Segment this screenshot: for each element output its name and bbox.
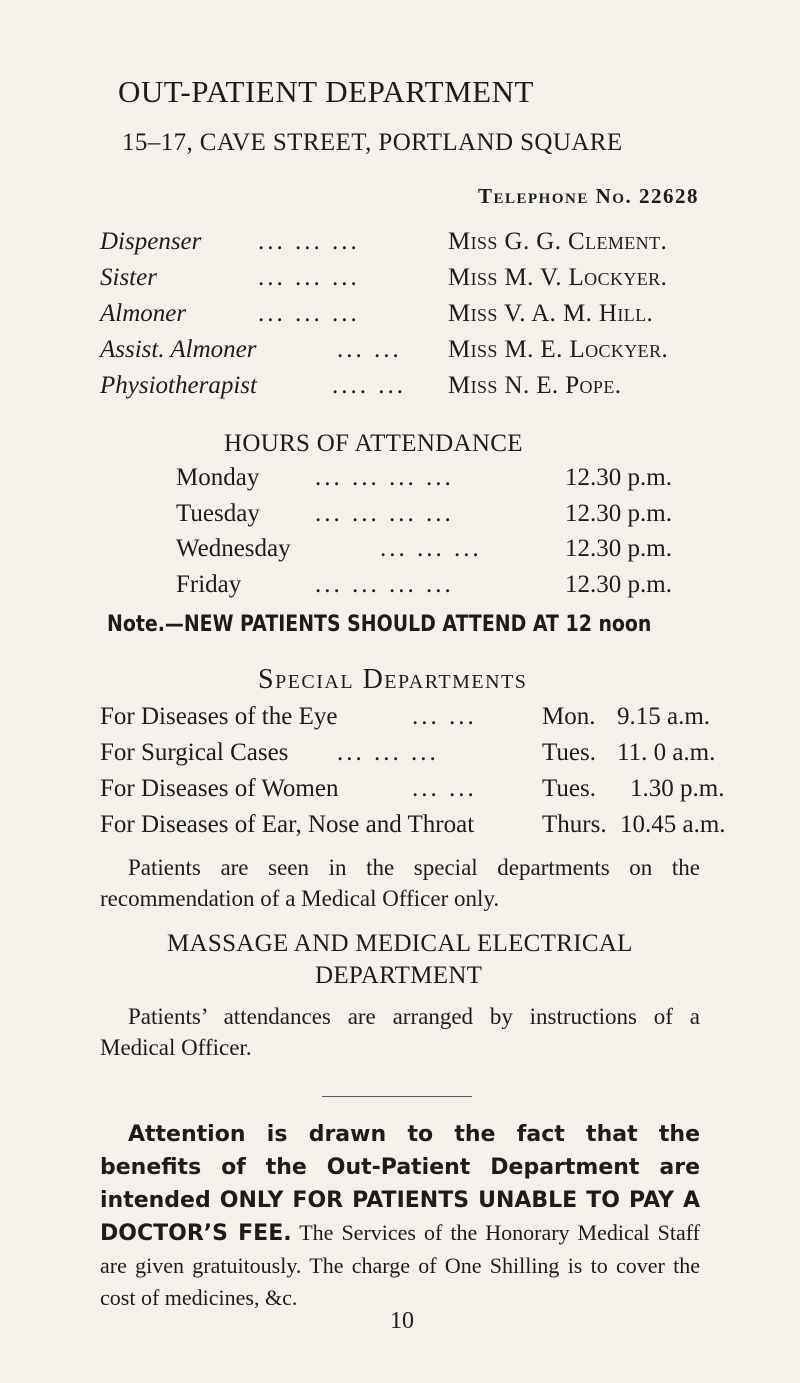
leader-dots: ... ... <box>412 775 477 802</box>
special-day: Tues. <box>542 775 596 802</box>
staff-name: Miss G. G. Clement. <box>448 228 668 255</box>
staff-name: Miss V. A. M. Hill. <box>448 300 654 327</box>
staff-name: Miss N. E. Pope. <box>448 372 622 399</box>
special-dept: For Diseases of Ear, Nose and Throat <box>100 811 475 838</box>
massage-paragraph: Patients’ attendances are arranged by instructions of a Medical Officer. <box>100 1004 700 1060</box>
leader-dots: ... ... <box>337 336 402 363</box>
attention-normal-text: The Services of the Honorary Medical Staff are given gratuitously. The charge of One Shilling is to cover the cost of medicines, &c. <box>100 1220 701 1310</box>
address-line: 15–17, CAVE STREET, PORTLAND SQUARE <box>122 129 623 156</box>
page-title: OUT-PATIENT DEPARTMENT <box>118 74 534 109</box>
staff-role: Dispenser <box>100 228 202 255</box>
staff-name: Miss M. V. Lockyer. <box>448 264 668 291</box>
attendance-note: Note.—NEW PATIENTS SHOULD ATTEND AT 12 noon <box>107 612 652 637</box>
leader-dots: ... ... ... <box>258 300 360 327</box>
special-time: 10.45 a.m. <box>620 811 726 838</box>
leader-dots: ... ... ... ... <box>315 571 454 598</box>
special-day: Thurs. <box>542 811 607 838</box>
attendance-day: Wednesday <box>176 535 291 562</box>
staff-role: Physiotherapist <box>100 372 257 399</box>
leader-dots: ... ... ... ... <box>315 500 454 527</box>
special-dept: For Diseases of the Eye <box>100 703 338 730</box>
leader-dots: ... ... <box>412 703 477 730</box>
leader-dots: ... ... ... <box>258 264 360 291</box>
attendance-time: 12.30 p.m. <box>565 535 672 562</box>
attendance-day: Monday <box>176 464 260 491</box>
staff-name: Miss M. E. Lockyer. <box>448 336 669 363</box>
massage-heading-line2: DEPARTMENT <box>315 962 483 989</box>
special-time: 9.15 a.m. <box>617 703 711 730</box>
telephone-line: Telephone No. 22628 <box>478 184 699 208</box>
attendance-day: Tuesday <box>176 500 260 527</box>
staff-role: Sister <box>100 264 157 291</box>
attendance-time: 12.30 p.m. <box>565 500 672 527</box>
attendance-time: 12.30 p.m. <box>565 464 672 491</box>
special-dept: For Diseases of Women <box>100 775 339 802</box>
special-time: 1.30 p.m. <box>630 775 725 802</box>
leader-dots: .... ... <box>332 372 406 399</box>
leader-dots: ... ... ... <box>337 739 439 766</box>
attendance-heading: HOURS OF ATTENDANCE <box>224 430 523 457</box>
special-paragraph: Patients are seen in the special departments on the recommendation of a Medical Officer only. <box>100 855 700 911</box>
attention-bold-text: Attention is drawn to the fact that the benefits of the Out-Patient Department are intended ONLY FOR PATIENTS UNABLE TO PAY A DOCTOR’S FEE. <box>100 1122 700 1246</box>
leader-dots: ... ... ... <box>258 228 360 255</box>
divider-rule <box>322 1096 472 1097</box>
attention-paragraph <box>100 1118 700 1314</box>
leader-dots: ... ... ... <box>380 535 482 562</box>
attendance-day: Friday <box>176 571 242 598</box>
special-dept: For Surgical Cases <box>100 739 289 766</box>
special-time: 11. 0 a.m. <box>617 739 716 766</box>
staff-role: Assist. Almoner <box>100 336 257 363</box>
page-number: 10 <box>390 1308 414 1334</box>
leader-dots: ... ... ... ... <box>315 464 454 491</box>
special-day: Mon. <box>542 703 596 730</box>
special-day: Tues. <box>542 739 596 766</box>
staff-role: Almoner <box>100 300 187 327</box>
special-heading: Special Departments <box>258 664 528 695</box>
massage-heading-line1: MASSAGE AND MEDICAL ELECTRICAL <box>167 930 633 957</box>
attendance-time: 12.30 p.m. <box>565 571 672 598</box>
